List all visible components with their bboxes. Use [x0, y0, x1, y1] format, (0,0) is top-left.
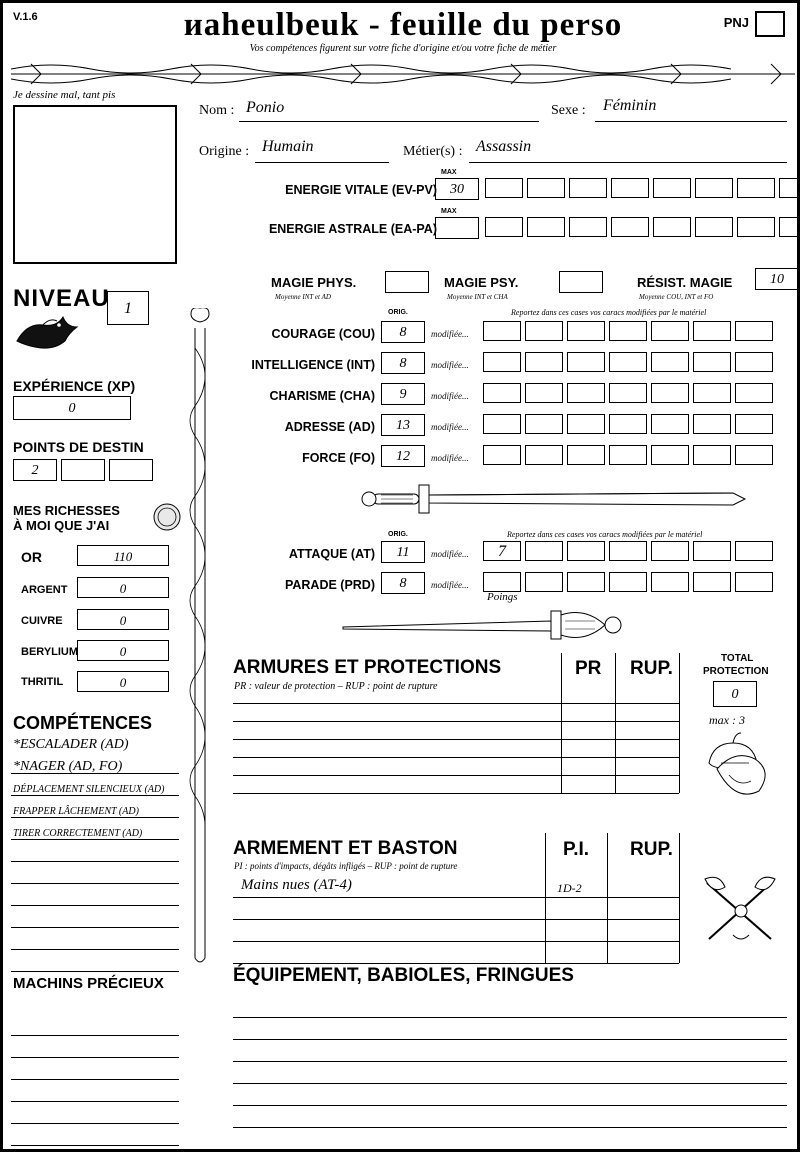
competences-title: COMPÉTENCES: [13, 713, 153, 733]
carac-mod-box[interactable]: [693, 414, 731, 434]
pnj-label: PNJ: [723, 15, 749, 30]
competence-line[interactable]: [11, 865, 179, 884]
decorative-spear-band: [11, 61, 795, 87]
cuivre-value[interactable]: 0: [77, 609, 169, 630]
combat-orig-label: ORIG.: [388, 531, 408, 538]
armures-row-line[interactable]: [233, 721, 679, 722]
armures-divider-2: [615, 653, 616, 793]
armures-col-pr: PR: [575, 658, 602, 679]
equipement-line[interactable]: [233, 1061, 787, 1062]
ea-max-box[interactable]: [435, 217, 479, 239]
carac-mod-boxes[interactable]: [483, 352, 773, 372]
magie-phys-label: MAGIE PHYS.: [271, 275, 357, 290]
armures-sub: PR : valeur de protection – RUP : point de rupture: [234, 681, 438, 692]
magie-psy-value[interactable]: [559, 271, 603, 293]
combat-label: ATTAQUE (AT): [288, 547, 375, 561]
ea-boxes[interactable]: [485, 217, 800, 237]
carac-label: INTELLIGENCE (INT): [251, 358, 375, 372]
combat-mod-box[interactable]: 7: [483, 541, 521, 561]
combat-mod-box[interactable]: [525, 541, 563, 561]
combat-mod-label: modifiée...: [431, 580, 469, 590]
xp-label: EXPÉRIENCE (XP): [13, 378, 136, 394]
carac-mod-boxes[interactable]: [483, 445, 773, 465]
portrait-note: Je dessine mal, tant pis: [13, 89, 116, 101]
ev-max-box[interactable]: 30: [435, 178, 479, 200]
ev-box[interactable]: [779, 178, 800, 198]
combat-mod-box[interactable]: [651, 541, 689, 561]
staff-icon: [185, 308, 215, 968]
carac-mod-label: modifiée...: [431, 422, 469, 432]
magie-psy-sub: Moyenne INT et CHA: [447, 293, 508, 301]
carac-orig[interactable]: 13: [381, 414, 425, 436]
carac-mod-box[interactable]: [483, 383, 521, 403]
armures-row-line[interactable]: [233, 757, 679, 758]
ev-boxes[interactable]: [485, 178, 800, 198]
ev-box[interactable]: [653, 178, 691, 198]
carac-mod-box[interactable]: [483, 321, 521, 341]
machins-title: MACHINS PRÉCIEUX: [13, 975, 164, 992]
carac-mod-label: modifiée...: [431, 360, 469, 370]
ea-box[interactable]: [527, 217, 565, 237]
carac-mod-label: modifiée...: [431, 453, 469, 463]
combat-mod-box[interactable]: [609, 572, 647, 592]
machins-line[interactable]: [11, 1039, 179, 1058]
armures-row-line[interactable]: [233, 703, 679, 704]
armement-col-rup: RUP.: [630, 839, 673, 860]
combat-label: PARADE (PRD): [284, 578, 375, 592]
ev-box[interactable]: [737, 178, 775, 198]
machins-line[interactable]: [11, 1061, 179, 1080]
destin-value[interactable]: 2: [13, 459, 57, 481]
equipement-line[interactable]: [233, 1017, 787, 1018]
coin-icon: [151, 501, 183, 533]
cuivre-label: CUIVRE: [21, 615, 63, 627]
carac-mod-box[interactable]: [693, 352, 731, 372]
armement-row-line[interactable]: [233, 919, 679, 920]
combat-mod-box[interactable]: [567, 541, 605, 561]
carac-mod-box[interactable]: [567, 445, 605, 465]
argent-label: ARGENT: [21, 584, 68, 596]
carac-mod-box[interactable]: [525, 414, 563, 434]
total-protection-label-2: PROTECTION: [703, 666, 769, 677]
carac-mod-box[interactable]: [609, 321, 647, 341]
armement-pi[interactable]: 1D-2: [557, 881, 582, 895]
machins-line[interactable]: [11, 1083, 179, 1102]
carac-mod-box[interactable]: [609, 414, 647, 434]
carac-mod-box[interactable]: [567, 383, 605, 403]
ev-box[interactable]: [569, 178, 607, 198]
ea-box[interactable]: [779, 217, 800, 237]
total-protection-label-1: TOTAL: [721, 653, 754, 664]
combat-mod-box[interactable]: [609, 541, 647, 561]
sexe-label: Sexe :: [551, 103, 586, 118]
sword-divider-icon: [333, 479, 753, 519]
ev-box[interactable]: [485, 178, 523, 198]
combat-mod-box[interactable]: [567, 572, 605, 592]
combat-mod-box[interactable]: [735, 541, 773, 561]
armures-divider-1: [561, 653, 562, 793]
competence-line[interactable]: [11, 953, 179, 972]
carac-orig[interactable]: 8: [381, 321, 425, 343]
armures-row-line[interactable]: [233, 775, 679, 776]
carac-mod-box[interactable]: [735, 445, 773, 465]
competence-text[interactable]: DÉPLACEMENT SILENCIEUX (AD): [13, 784, 165, 795]
carac-mod-box[interactable]: [651, 383, 689, 403]
competence-line[interactable]: [11, 843, 179, 862]
destin-box-3[interactable]: [109, 459, 153, 481]
ea-max-label: MAX: [441, 208, 457, 215]
origine-line: [255, 162, 389, 163]
armement-sub: PI : points d'impacts, dégâts infligés – RUP : point de rupture: [234, 861, 458, 871]
carac-mod-box[interactable]: [693, 445, 731, 465]
equipement-title: ÉQUIPEMENT, BABIOLES, FRINGUES: [233, 965, 574, 986]
metier-label: Métier(s) :: [403, 144, 463, 159]
ea-box[interactable]: [485, 217, 523, 237]
magie-phys-value[interactable]: [385, 271, 429, 293]
competence-text[interactable]: *NAGER (AD, FO): [13, 759, 123, 774]
nom-line: [239, 121, 539, 122]
combat-note: Reportez dans ces cases vos caracs modifiées par le matériel: [507, 530, 703, 539]
carac-mod-boxes[interactable]: [483, 383, 773, 403]
armement-row-line[interactable]: [233, 897, 679, 898]
armement-divider-3: [679, 833, 680, 963]
carac-mod-box[interactable]: [735, 383, 773, 403]
combat-mod-boxes[interactable]: [483, 541, 773, 561]
pnj-checkbox[interactable]: [755, 11, 785, 37]
berylium-label: BERYLIUM: [21, 646, 79, 658]
argent-value[interactable]: 0: [77, 577, 169, 598]
helmet-shield-icon: [691, 729, 787, 803]
nom-label: Nom :: [199, 103, 235, 118]
ea-box[interactable]: [695, 217, 733, 237]
machins-line[interactable]: [11, 1127, 179, 1146]
carac-mod-box[interactable]: [483, 445, 521, 465]
ea-box[interactable]: [737, 217, 775, 237]
dragon-icon: [11, 313, 87, 353]
or-label: OR: [21, 549, 42, 565]
carac-mod-box[interactable]: [525, 383, 563, 403]
page-title: ᴎaheulbeuk - feuille du perso: [183, 7, 623, 43]
resist-magie-label: RÉSIST. MAGIE: [637, 275, 733, 290]
armement-divider-2: [607, 833, 608, 963]
carac-label: COURAGE (COU): [271, 327, 375, 341]
competence-text[interactable]: TIRER CORRECTEMENT (AD): [13, 828, 143, 839]
carac-mod-box[interactable]: [651, 445, 689, 465]
armement-row-line[interactable]: [233, 941, 679, 942]
ev-label: ENERGIE VITALE (EV-PV): [285, 183, 437, 197]
armement-name[interactable]: Mains nues (AT-4): [241, 877, 352, 893]
combat-footnote: Poings: [487, 591, 518, 603]
carac-mod-box[interactable]: [567, 321, 605, 341]
ea-label: ENERGIE ASTRALE (EA-PA): [268, 222, 437, 236]
combat-mod-box[interactable]: [483, 572, 521, 592]
resist-magie-value[interactable]: 10: [755, 268, 799, 290]
carac-mod-box[interactable]: [651, 321, 689, 341]
carac-mod-boxes[interactable]: [483, 414, 773, 434]
carac-orig[interactable]: 8: [381, 352, 425, 374]
orig-label: ORIG.: [388, 309, 408, 316]
magie-psy-label: MAGIE PSY.: [444, 275, 519, 290]
carac-mod-box[interactable]: [567, 414, 605, 434]
resist-magie-sub: Moyenne COU, INT et FO: [639, 293, 714, 301]
armures-title: ARMURES ET PROTECTIONS: [233, 657, 502, 678]
carac-mod-box[interactable]: [525, 352, 563, 372]
carac-mod-label: modifiée...: [431, 329, 469, 339]
carac-mod-box[interactable]: [651, 414, 689, 434]
combat-orig[interactable]: 11: [381, 541, 425, 563]
ev-box[interactable]: [611, 178, 649, 198]
combat-mod-box[interactable]: [735, 572, 773, 592]
ea-box[interactable]: [569, 217, 607, 237]
ea-box[interactable]: [653, 217, 691, 237]
carac-label: CHARISME (CHA): [269, 389, 375, 403]
carac-mod-box[interactable]: [483, 352, 521, 372]
caracs-note: Reportez dans ces cases vos caracs modifiées par le matériel: [511, 308, 707, 317]
richesses-title-1: MES RICHESSES: [13, 503, 120, 518]
niveau-value[interactable]: 1: [107, 291, 149, 325]
metier-line: [469, 162, 787, 163]
equipement-line[interactable]: [233, 1105, 787, 1106]
carac-mod-box[interactable]: [735, 352, 773, 372]
ea-box[interactable]: [611, 217, 649, 237]
carac-mod-box[interactable]: [609, 352, 647, 372]
equipement-line[interactable]: [233, 1083, 787, 1084]
richesses-title-2: À MOI QUE J'AI: [13, 518, 110, 533]
thritil-value[interactable]: 0: [77, 671, 169, 692]
max-protection-note: max : 3: [709, 713, 745, 727]
niveau-label: NIVEAU: [13, 285, 110, 312]
xp-value[interactable]: 0: [13, 396, 131, 420]
destin-label: POINTS DE DESTIN: [13, 439, 144, 455]
machins-line[interactable]: [11, 1105, 179, 1124]
axe-sword-icon: [693, 869, 789, 949]
armures-col-rup: RUP.: [630, 658, 673, 679]
competence-line[interactable]: [11, 909, 179, 928]
combat-mod-boxes[interactable]: [483, 572, 773, 592]
carac-mod-box[interactable]: [609, 445, 647, 465]
combat-mod-box[interactable]: [651, 572, 689, 592]
machins-line[interactable]: [11, 1017, 179, 1036]
carac-orig[interactable]: 9: [381, 383, 425, 405]
combat-mod-box[interactable]: [693, 541, 731, 561]
competence-text[interactable]: FRAPPER LÂCHEMENT (AD): [13, 806, 139, 817]
ev-max-label: MAX: [441, 169, 457, 176]
carac-label: ADRESSE (AD): [284, 420, 375, 434]
origine-label: Origine :: [199, 144, 250, 159]
carac-mod-boxes[interactable]: [483, 321, 773, 341]
carac-mod-box[interactable]: [693, 383, 731, 403]
carac-mod-label: modifiée...: [431, 391, 469, 401]
armures-row-line[interactable]: [233, 793, 679, 794]
armures-divider-3: [679, 653, 680, 793]
sword-divider-icon-2: [333, 603, 653, 647]
carac-mod-box[interactable]: [735, 414, 773, 434]
page-subtitle: Vos compétences figurent sur votre fiche d'origine et/ou votre fiche de métier: [249, 43, 557, 54]
competence-line[interactable]: [11, 931, 179, 950]
carac-label: FORCE (FO): [302, 451, 375, 465]
equipement-line[interactable]: [233, 1127, 787, 1128]
armement-row-line[interactable]: [233, 963, 679, 964]
ev-box[interactable]: [527, 178, 565, 198]
carac-mod-box[interactable]: [609, 383, 647, 403]
ev-box[interactable]: [695, 178, 733, 198]
carac-mod-box[interactable]: [651, 352, 689, 372]
carac-mod-box[interactable]: [483, 414, 521, 434]
destin-box-2[interactable]: [61, 459, 105, 481]
combat-mod-box[interactable]: [525, 572, 563, 592]
carac-mod-box[interactable]: [735, 321, 773, 341]
armures-row-line[interactable]: [233, 739, 679, 740]
carac-mod-box[interactable]: [525, 321, 563, 341]
berylium-value[interactable]: 0: [77, 640, 169, 661]
equipement-line[interactable]: [233, 1039, 787, 1040]
competence-text[interactable]: *ESCALADER (AD): [13, 737, 129, 752]
nom-value[interactable]: Ponio: [246, 99, 285, 116]
carac-mod-box[interactable]: [693, 321, 731, 341]
metier-value[interactable]: Assassin: [476, 138, 532, 155]
combat-mod-box[interactable]: [693, 572, 731, 592]
version-label: V.1.6: [13, 11, 38, 23]
carac-orig[interactable]: 12: [381, 445, 425, 467]
carac-mod-box[interactable]: [525, 445, 563, 465]
or-value[interactable]: 110: [77, 545, 169, 566]
origine-value[interactable]: Humain: [262, 138, 314, 155]
portrait-box[interactable]: [13, 105, 177, 264]
competence-line[interactable]: [11, 887, 179, 906]
sexe-line: [595, 121, 787, 122]
combat-orig[interactable]: 8: [381, 572, 425, 594]
thritil-label: THRITIL: [21, 676, 64, 688]
armement-title: ARMEMENT ET BASTON: [233, 838, 458, 859]
combat-mod-label: modifiée...: [431, 549, 469, 559]
magie-phys-sub: Moyenne INT et AD: [275, 293, 331, 301]
total-protection-value[interactable]: 0: [713, 681, 757, 707]
sexe-value[interactable]: Féminin: [603, 97, 657, 114]
armement-col-pi: P.I.: [563, 839, 590, 860]
armement-divider-1: [545, 833, 546, 963]
carac-mod-box[interactable]: [567, 352, 605, 372]
